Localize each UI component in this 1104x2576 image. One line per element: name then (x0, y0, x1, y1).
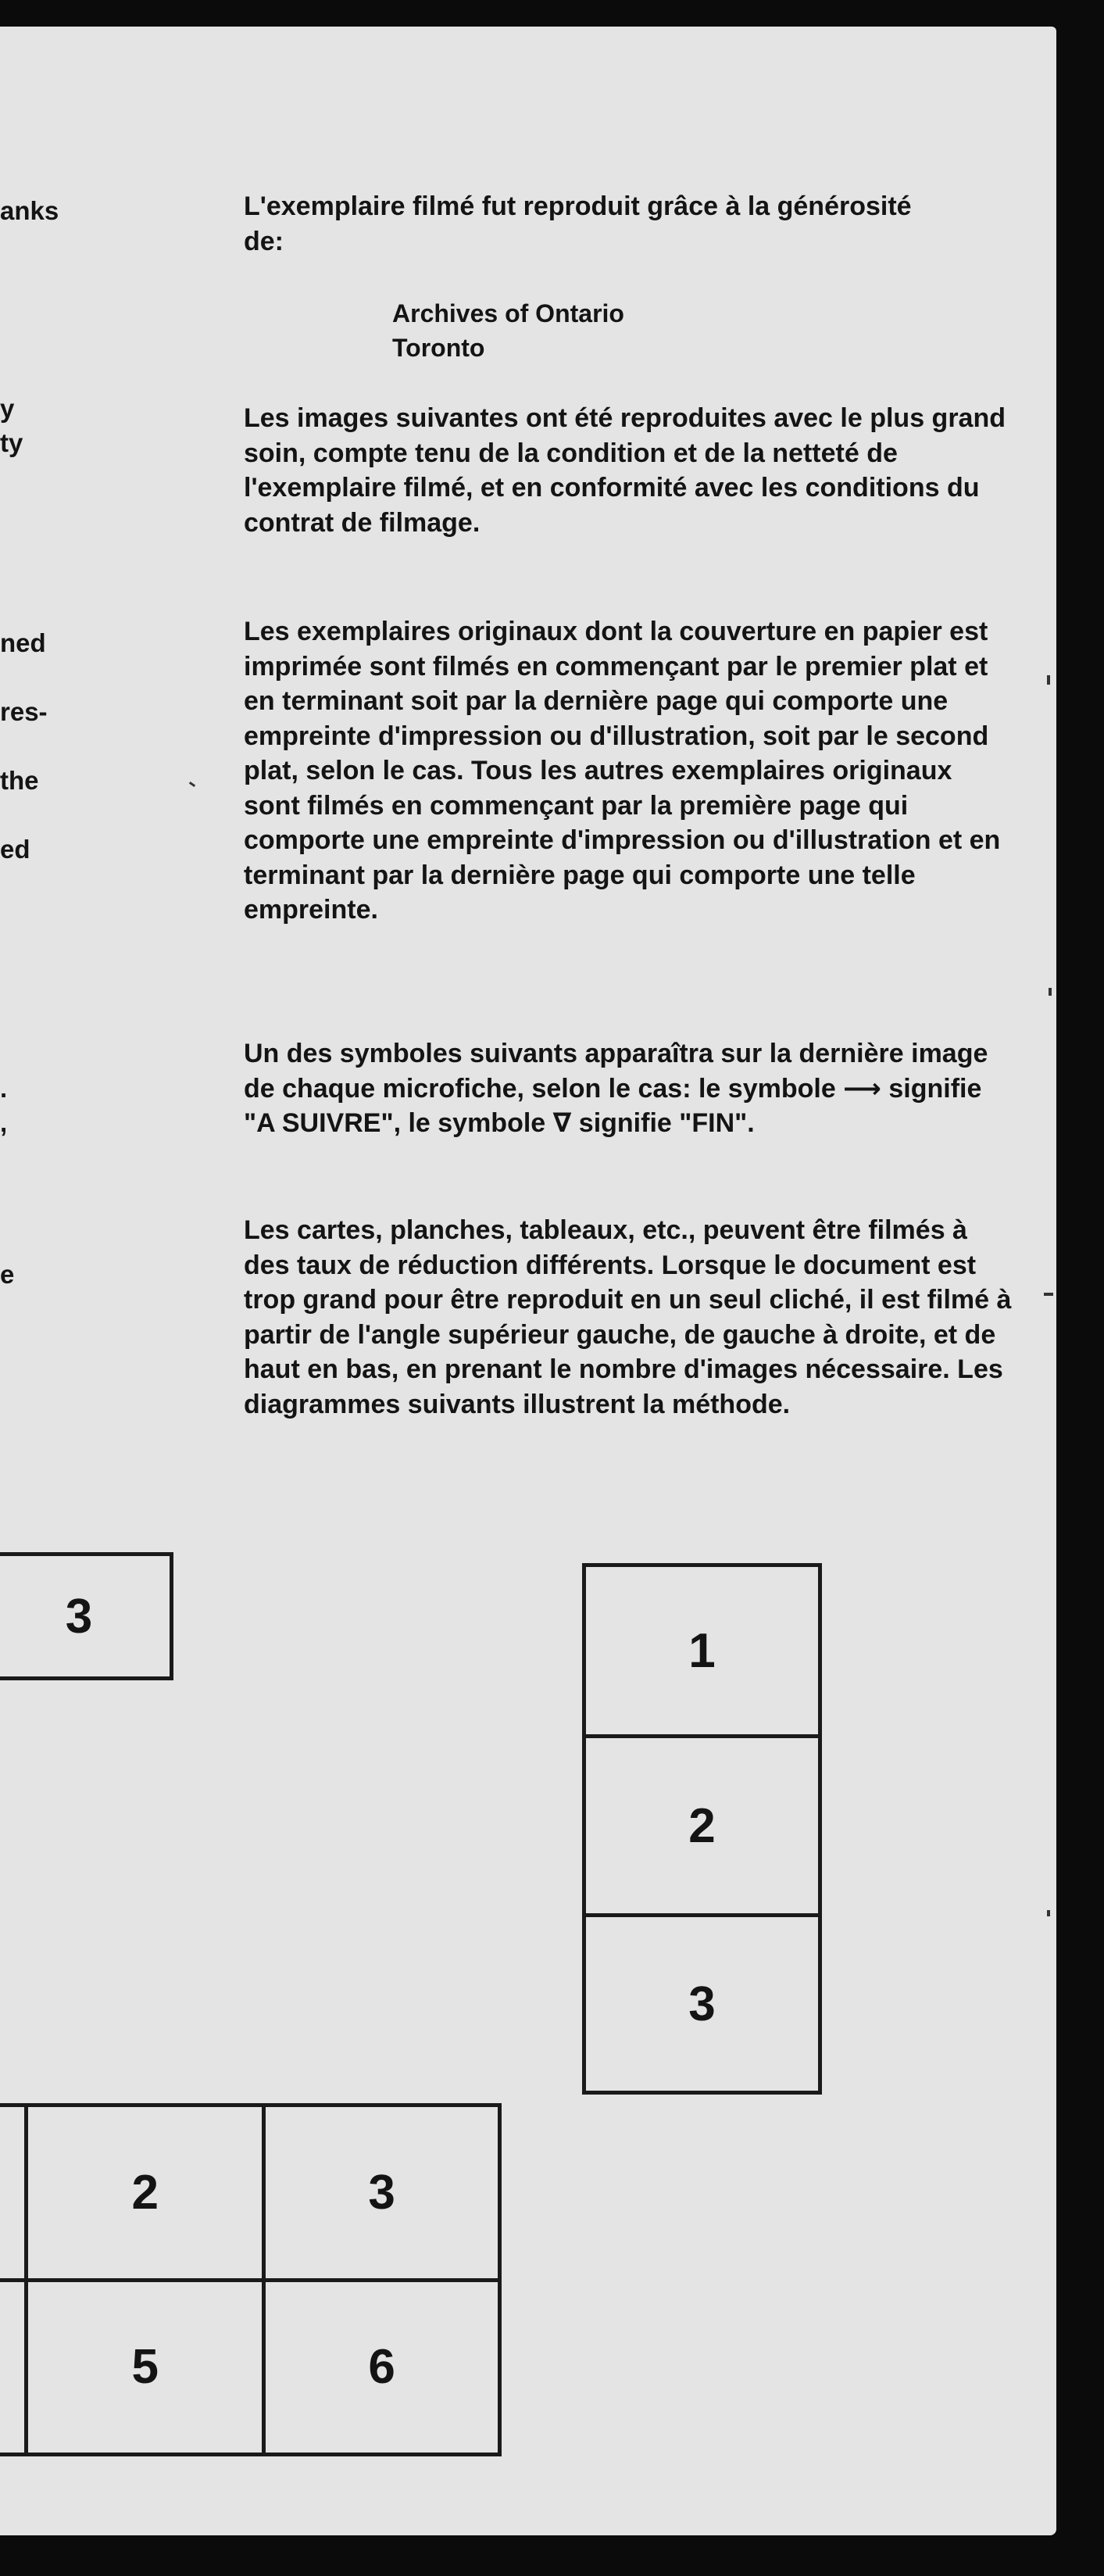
fragment-text: . (0, 1074, 8, 1103)
institution-name: Archives of Ontario (392, 299, 624, 327)
fragment-text: y (0, 394, 15, 423)
diagram-row (0, 1552, 173, 1680)
document-page (0, 27, 1056, 2535)
scan-speck (189, 782, 195, 787)
paragraph-reproduction: Les images suivantes ont été reproduites avec le plus grand soin, compte tenu de la condition et de la netteté de l'exemplaire filmé, et en conformité avec les conditions du contrat de filmage. (244, 403, 1006, 538)
diagram-cell: 2 (27, 2106, 264, 2281)
diagram-column (582, 1563, 822, 2095)
institution-city: Toronto (392, 334, 485, 362)
fragment-text: , (0, 1108, 8, 1137)
fragment-text: e (0, 1260, 15, 1289)
diagram-cell: 5 (27, 2280, 264, 2455)
paragraph-originals: Les exemplaires originaux dont la couverture en papier est imprimée sont filmés en commençant par le premier plat et en terminant soit par la dernière page qui comporte une empreinte d'impression ou d'illustration, soit par le second plat, selon le cas. Tous les autres exemplaires originaux sont filmés en commençant par la première page qui comporte une empreinte d'impression ou d'illustration et en terminant par la dernière page qui comporte une telle empreinte. (244, 617, 1001, 925)
scan-speck (1044, 1293, 1053, 1296)
paragraph-symbols: Un des symboles suivants apparaîtra sur la dernière image de chaque microfiche, selon le cas: le symbole ⟶ signifie "A SUIVRE", le symbole ∇ signifie "FIN". (244, 1039, 988, 1138)
institution-block (392, 296, 624, 365)
fragment-text: ned (0, 628, 46, 657)
intro-text: L'exemplaire filmé fut reproduit grâce à la générosité de: (244, 191, 912, 256)
diagram-cell: 2 (584, 1737, 820, 1916)
diagram-cell: 1 (584, 1565, 820, 1737)
diagram-cell (0, 2280, 27, 2455)
scan-speck (1049, 988, 1052, 996)
diagram-cell (0, 2106, 27, 2281)
fragment-text: ty (0, 428, 23, 457)
diagram-cell: 6 (264, 2280, 500, 2455)
fragment-text: ed (0, 835, 30, 864)
scan-speck (1047, 675, 1050, 685)
paragraph-reduction: Les cartes, planches, tableaux, etc., peuvent être filmés à des taux de réduction différents. Lorsque le document est trop grand pour être reproduit en un seul cliché, il est filmé à partir de l'angle supérieur gauche, de gauche à droite, et de haut en bas, en prenant le nombre d'images nécessaire. Les diagrammes suivants illustrent la méthode. (244, 1215, 1012, 1419)
scan-speck (1047, 1910, 1050, 1916)
diagram-cell: 3 (264, 2106, 500, 2281)
diagram-grid (0, 2103, 502, 2456)
fragment-text: anks (0, 196, 59, 225)
fragment-text: the (0, 766, 39, 795)
fragment-text: res- (0, 697, 48, 726)
diagram-cell: 3 (584, 1916, 820, 2093)
diagram-cell: 3 (0, 1555, 172, 1679)
